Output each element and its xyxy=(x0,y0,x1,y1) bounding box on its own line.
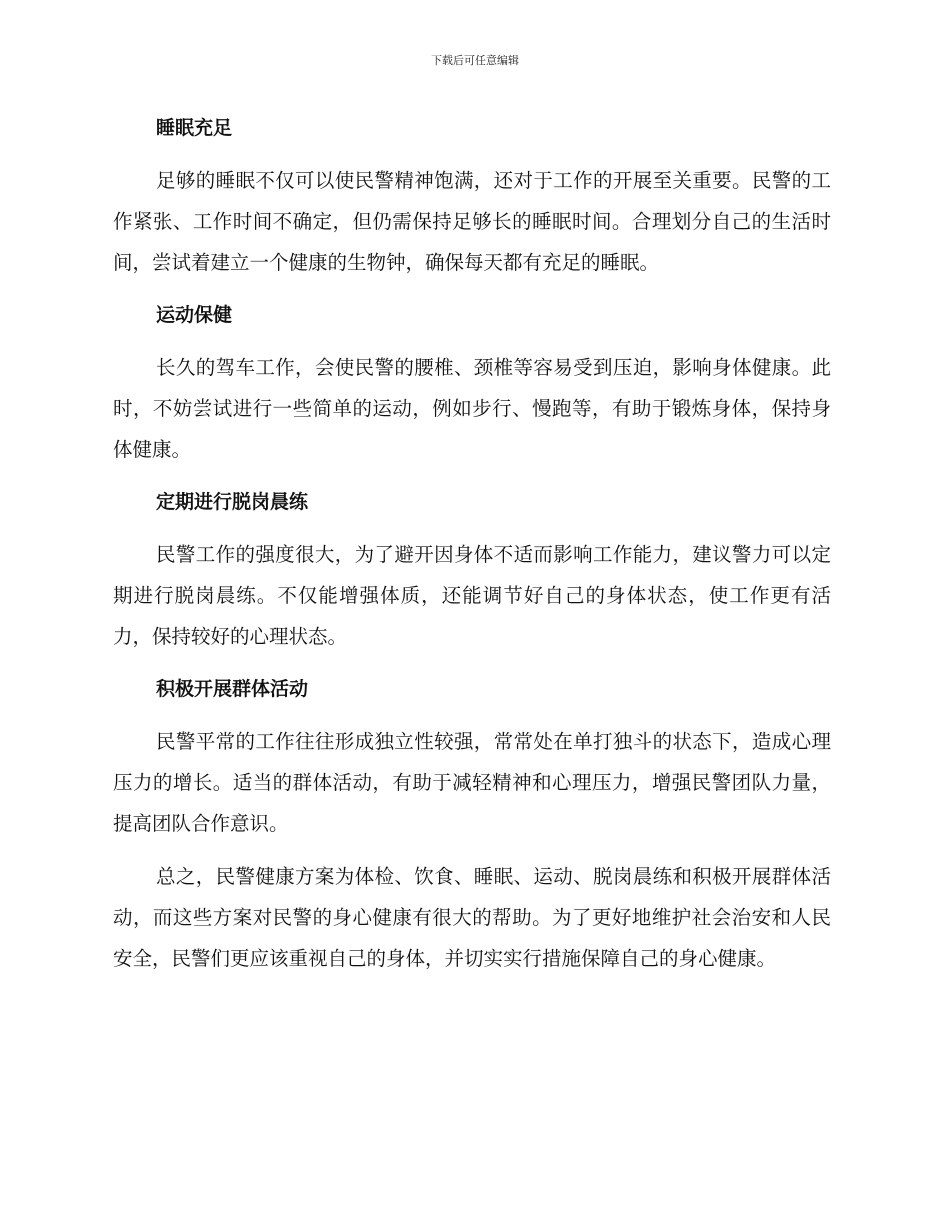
section-paragraph: 民警工作的强度很大，为了避开因身体不适而影响工作能力，建议警力可以定期进行脱岗晨练。不仅能增强体质，还能调节好自己的身体状态，使工作更有活力，保持较好的心理状态。 xyxy=(113,543,831,648)
conclusion-paragraph: 总之，民警健康方案为体检、饮食、睡眠、运动、脱岗晨练和积极开展群体活动，而这些方案对民警的身心健康有很大的帮助。为了更好地维护社会治安和人民安全，民警们更应该重视自己的身体，并切实实行措施保障自己的身心健康。 xyxy=(113,865,831,970)
section-paragraph: 长久的驾车工作，会使民警的腰椎、颈椎等容易受到压迫，影响身体健康。此时，不妨尝试进行一些简单的运动，例如步行、慢跑等，有助于锻炼身体，保持身体健康。 xyxy=(113,356,831,461)
page-header: 下载后可任意编辑 xyxy=(431,54,519,67)
section-heading: 睡眠充足 xyxy=(156,117,233,139)
section-paragraph: 足够的睡眠不仅可以使民警精神饱满，还对于工作的开展至关重要。民警的工作紧张、工作时间不确定，但仍需保持足够长的睡眠时间。合理划分自己的生活时间，尝试着建立一个健康的生物钟，确保每天都有充足的睡眠。 xyxy=(113,169,831,274)
section-heading: 积极开展群体活动 xyxy=(156,678,309,700)
section-paragraph: 民警平常的工作往往形成独立性较强，常常处在单打独斗的状态下，造成心理压力的增长。适当的群体活动，有助于减轻精神和心理压力，增强民警团队力量，提高团队合作意识。 xyxy=(113,730,831,835)
section-group-activities xyxy=(113,669,831,844)
document-body xyxy=(113,108,831,991)
section-morning-exercise xyxy=(113,482,831,657)
section-heading: 运动保健 xyxy=(156,304,233,326)
section-heading: 定期进行脱岗晨练 xyxy=(156,491,309,513)
section-exercise xyxy=(113,295,831,470)
section-sleep xyxy=(113,108,831,283)
